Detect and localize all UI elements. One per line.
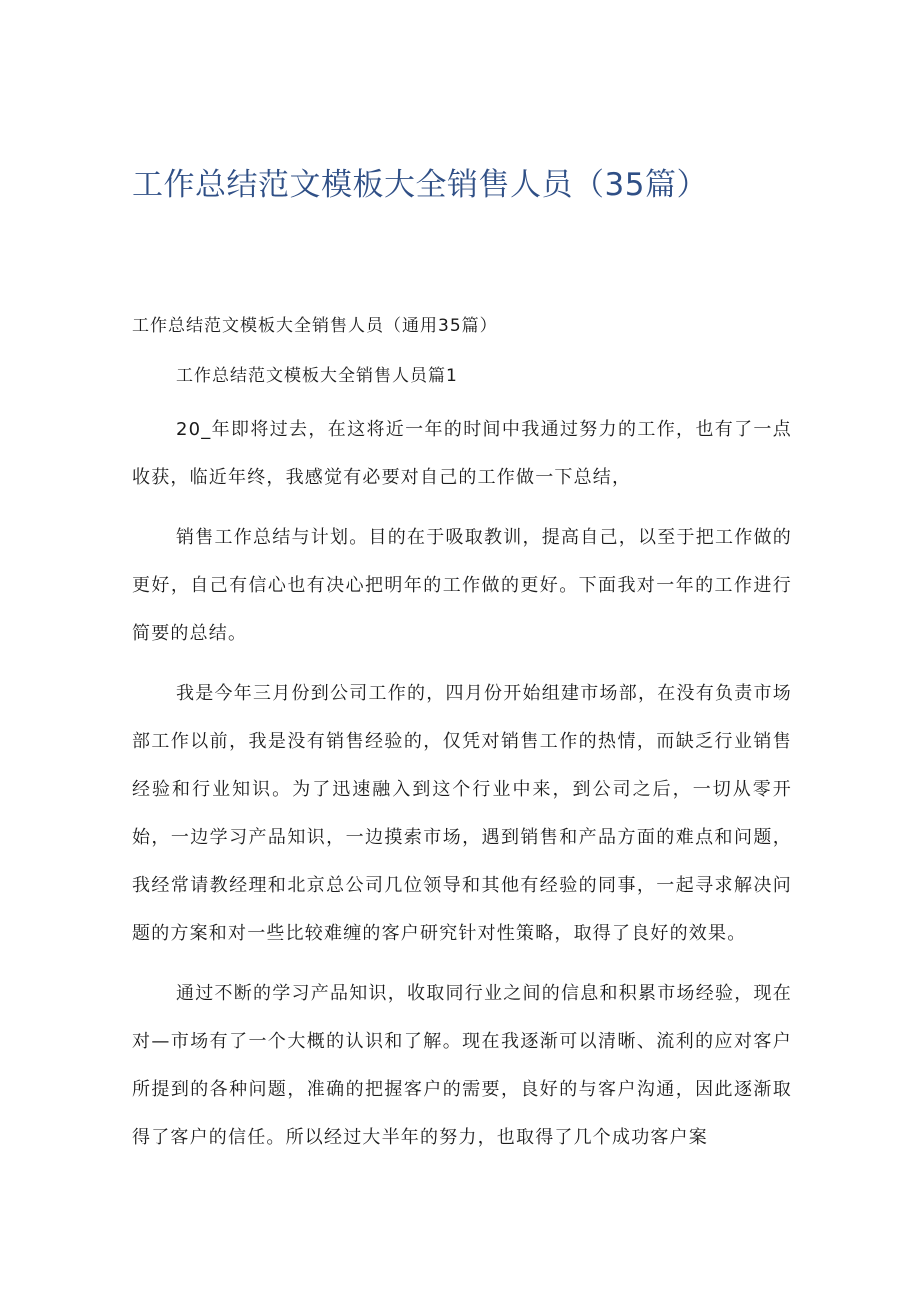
paragraph-2: 销售工作总结与计划。目的在于吸取教训，提高自己，以至于把工作做的更好，自己有信心也有决心把明年的工作做的更好。下面我对一年的工作进行简要的总结。	[132, 527, 792, 644]
document-subtitle: 工作总结范文模板大全销售人员（通用35篇）	[132, 316, 498, 336]
paragraph-1: 20_年即将过去，在这将近一年的时间中我通过努力的工作，也有了一点收获，临近年终，我感觉有必要对自己的工作做一下总结，	[132, 419, 792, 488]
paragraph-3: 我是今年三月份到公司工作的，四月份开始组建市场部，在没有负责市场部工作以前，我是没有销售经验的，仅凭对销售工作的热情，而缺乏行业销售经验和行业知识。为了迅速融入到这个行业中来，到公司之后，一切从零开始，一边学习产品知识，一边摸索市场，遇到销售和产品方面的难点和问题，我经常请教经理和北京总公司几位领导和其他有经验的同事，一起寻求解决问题的方案和对一些比较难缠的客户研究针对性策略，取得了良好的效果。	[132, 683, 792, 944]
section-heading: 工作总结范文模板大全销售人员篇1	[176, 366, 458, 386]
body-text	[132, 406, 792, 1174]
paragraph-4: 通过不断的学习产品知识，收取同行业之间的信息和积累市场经验，现在对—市场有了一个大概的认识和了解。现在我逐渐可以清晰、流利的应对客户所提到的各种问题，准确的把握客户的需要，良好的与客户沟通，因此逐渐取得了客户的信任。所以经过大半年的努力，也取得了几个成功客户案	[132, 983, 792, 1148]
document-title: 工作总结范文模板大全销售人员（35篇）	[132, 167, 708, 203]
